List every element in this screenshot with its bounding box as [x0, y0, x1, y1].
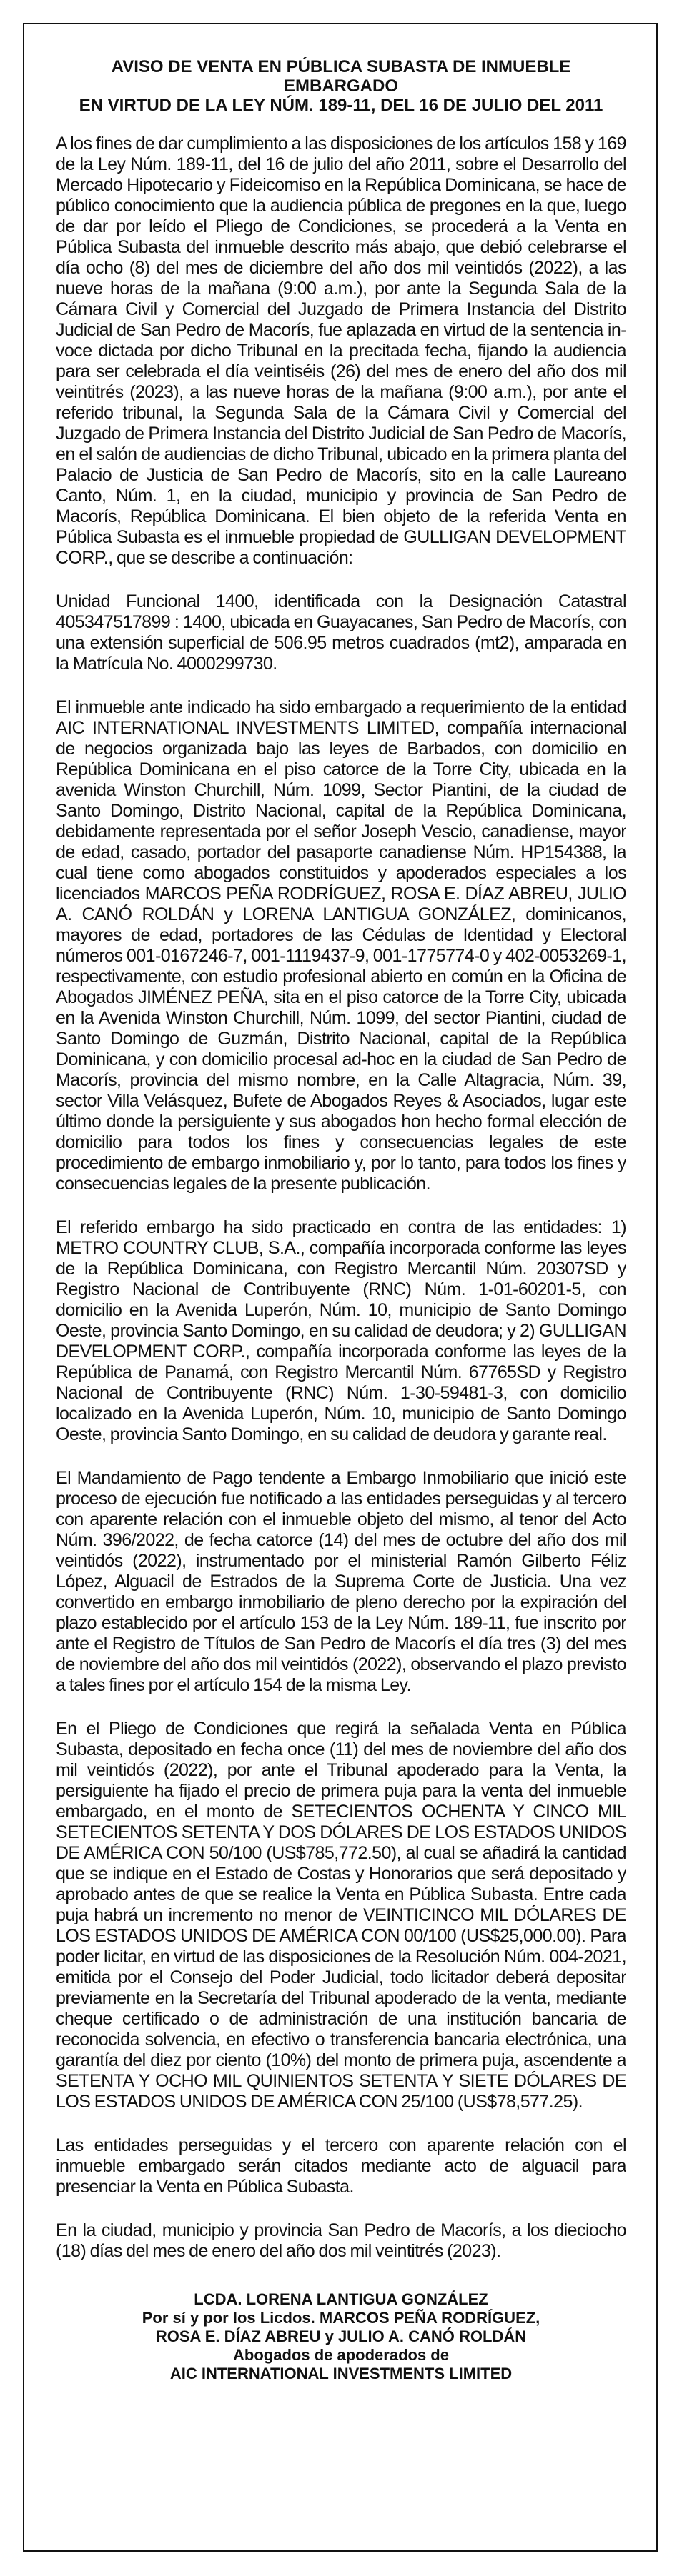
notice-title-line-2: EMBARGADO — [284, 76, 398, 96]
legal-notice — [56, 57, 626, 2536]
signature-line-3: ROSA E. DÍAZ ABREU y JULIO A. CANÓ ROLDÁN — [155, 2327, 527, 2345]
signature-line-2: Por sí y por los Licdos. MARCOS PEÑA RODRÍGUEZ, — [142, 2309, 540, 2327]
signature-line-4: Abogados de apoderados de — [233, 2346, 449, 2364]
notice-header — [56, 57, 626, 115]
signature-line-1: LCDA. LORENA LANTIGUA GONZÁLEZ — [194, 2290, 488, 2308]
signature-line-5: AIC INTERNATIONAL INVESTMENTS LIMITED — [169, 2365, 513, 2382]
paragraph-seizing-party: El inmueble ante indicado ha sido embargado a requerimiento de la entidad AIC INTERNATIONAL INVESTMENTS LIMITED, compañía internacional de negocios organizada bajo las leyes de Barbados, con domicilio en República Dominicana en el piso catorce de la Torre City, ubicada en la avenida Winston Churchill, Núm. 1099, Sector Piantini, de la ciudad de Santo Domingo, Distrito Nacional, capital de la República Dominicana, debidamente representada por el señor Joseph Vescio, canadiense, mayor de edad, casado, portador del pasaporte canadiense Núm. HP154388, la cual tiene como abogados constituidos y apoderados especiales a los licenciados MARCOS PEÑA RODRÍGUEZ, ROSA E. DÍAZ ABREU, JULIO A. CANÓ ROLDÁN y LORENA LANTIGUA GONZÁLEZ, dominicanos, mayores de edad, portadores de las Cédulas de Identidad y Electoral números 001-0167246-7, 001-1119437-9, 001-1775774-0 y 402-0053269-1, respectivamente, con estudio profesional abierto en común en la Oficina de Abogados JIMÉNEZ PEÑA, sita en el piso catorce de la Torre City, ubicada en la Avenida Winston Churchill, Núm. 1099, del sector Piantini, ciudad de Santo Domingo de Guzmán, Distrito Nacional, capital de la República Dominicana, y con domicilio procesal ad-hoc en la ciudad de San Pedro de Macorís, provincia del mismo nombre, en la Calle Altagracia, Núm. 39, sector Villa Velásquez, Bufete de Abogados Reyes & Asociados, lugar este último donde la persiguiente y sus abogados hon hecho formal elección de domicilio para todos los fines y consecuencias legales de este procedimiento de embargo inmobiliario y, por lo tanto, para todos los fines y consecuencias legales de la presente publicación. — [56, 697, 626, 1194]
paragraph-citation: Las entidades perseguidas y el tercero con aparente relación con el inmueble embargado serán citados mediante acto de alguacil para presenciar la Venta en Pública Subasta. — [56, 2135, 626, 2197]
notice-title-line-1: AVISO DE VENTA EN PÚBLICA SUBASTA DE INMUEBLE — [111, 57, 571, 76]
paragraph-auction-postponement: A los fines de dar cumplimiento a las disposiciones de los artículos 158 y 169 de la Ley Núm. 189-11, del 16 de julio del año 2011, sobre el Desarrollo del Mercado Hipotecario y Fideicomiso en la República Dominicana, se hace de público conocimiento que la audiencia pública de pregones en la que, luego de dar por leído el Pliego de Condiciones, se procederá a la Venta en Pública Subasta del inmueble descrito más abajo, que debió celebrarse el día ocho (8) del mes de diciembre del año dos mil veintidós (2022), a las nueve horas de la mañana (9:00 a.m.), por ante la Segunda Sala de la Cámara Civil y Comercial del Juzgado de Primera Instancia del Distrito Judicial de San Pedro de Macorís, fue aplazada en virtud de la sentencia in-voce dictada por dicho Tribunal en la precitada fecha, fijando la audiencia para ser celebrada el día veintiséis (26) del mes de enero del año dos mil veintitrés (2023), a las nueve horas de la mañana (9:00 a.m.), por ante el referido tribunal, la Segunda Sala de la Cámara Civil y Comercial del Juzgado de Primera Instancia del Distrito Judicial de San Pedro de Macorís, en el salón de audiencias de dicho Tribunal, ubicado en la primera planta del Palacio de Justicia de San Pedro de Macorís, sito en la calle Laureano Canto, Núm. 1, en la ciudad, municipio y provincia de San Pedro de Macorís, República Dominicana. El bien objeto de la referida Venta en Pública Subasta es el inmueble propiedad de GULLIGAN DEVELOPMENT CORP., que se describe a continuación: — [56, 134, 626, 568]
notice-body — [56, 134, 626, 2262]
paragraph-property-description: Unidad Funcional 1400, identificada con la Designación Catastral 405347517899 : 1400, ubicada en Guayacanes, San Pedro de Macorís, con una extensión superficial de 506.95 metros cuadrados (mt2), amparada en la Matrícula No. 4000299730. — [56, 591, 626, 674]
notice-title-line-3: EN VIRTUD DE LA LEY NÚM. 189-11, DEL 16 DE JULIO DEL 2011 — [79, 96, 603, 115]
paragraph-seized-parties: El referido embargo ha sido practicado en contra de las entidades: 1) METRO COUNTRY CLUB, S.A., compañía incorporada conforme las leyes de la República Dominicana, con Registro Mercantil Núm. 20307SD y Registro Nacional de Contribuyente (RNC) Núm. 1-01-60201-5, con domicilio en la Avenida Luperón, Núm. 10, municipio de Santo Domingo Oeste, provincia Santo Domingo, en su calidad de deudora; y 2) GULLIGAN DEVELOPMENT CORP., compañía incorporada conforme las leyes de la República de Panamá, con Registro Mercantil Núm. 67765SD y Registro Nacional de Contribuyente (RNC) Núm. 1-30-59481-3, con domicilio localizado en la Avenida Luperón, Núm. 10, municipio de Santo Domingo Oeste, provincia Santo Domingo, en su calidad de deudora y garante real. — [56, 1217, 626, 1444]
paragraph-conditions-and-bidding: En el Pliego de Condiciones que regirá la señalada Venta en Pública Subasta, depositado en fecha once (11) del mes de noviembre del año dos mil veintidós (2022), por ante el Tribunal apoderado para la Venta, la persiguiente ha fijado el precio de primera puja para la venta del inmueble embargado, en el monto de SETECIENTOS OCHENTA Y CINCO MIL SETECIENTOS SETENTA Y DOS DÓLARES DE LOS ESTADOS UNIDOS DE AMÉRICA CON 50/100 (US$785,772.50), al cual se añadirá la cantidad que se indique en el Estado de Costas y Honorarios que será depositado y aprobado antes de que se realice la Venta en Pública Subasta. Entre cada puja habrá un incremento no menor de VEINTICINCO MIL DÓLARES DE LOS ESTADOS UNIDOS DE AMÉRICA CON 00/100 (US$25,000.00). Para poder licitar, en virtud de las disposiciones de la Resolución Núm. 004-2021, emitida por el Consejo del Poder Judicial, todo licitador deberá depositar previamente en la Secretaría del Tribunal apoderado de la venta, mediante cheque certificado o de administración de una institución bancaria de reconocida solvencia, en efectivo o transferencia bancaria electrónica, una garantía del diez por ciento (10%) del monto de primera puja, ascendente a SETENTA Y OCHO MIL QUINIENTOS SETENTA Y SIETE DÓLARES DE LOS ESTADOS UNIDOS DE AMÉRICA CON 25/100 (US$78,577.25). — [56, 1719, 626, 2112]
paragraph-payment-order: El Mandamiento de Pago tendente a Embargo Inmobiliario que inició este proceso de ejecución fue notificado a las entidades perseguidas y al tercero con aparente relación con el inmueble objeto del mismo, al tenor del Acto Núm. 396/2022, de fecha catorce (14) del mes de octubre del año dos mil veintidós (2022), instrumentado por el ministerial Ramón Gilberto Féliz López, Alguacil de Estrados de la Suprema Corte de Justicia. Una vez convertido en embargo inmobiliario de pleno derecho por la expiración del plazo establecido por el artículo 153 de la Ley Núm. 189-11, fue inscrito por ante el Registro de Títulos de San Pedro de Macorís el día tres (3) del mes de noviembre del año dos mil veintidós (2022), observando el plazo previsto a tales fines por el artículo 154 de la misma Ley. — [56, 1468, 626, 1695]
signature-block — [56, 2290, 626, 2383]
paragraph-place-and-date: En la ciudad, municipio y provincia San Pedro de Macorís, a los dieciocho (18) días del mes de enero del año dos mil veintitrés (2023). — [56, 2220, 626, 2261]
